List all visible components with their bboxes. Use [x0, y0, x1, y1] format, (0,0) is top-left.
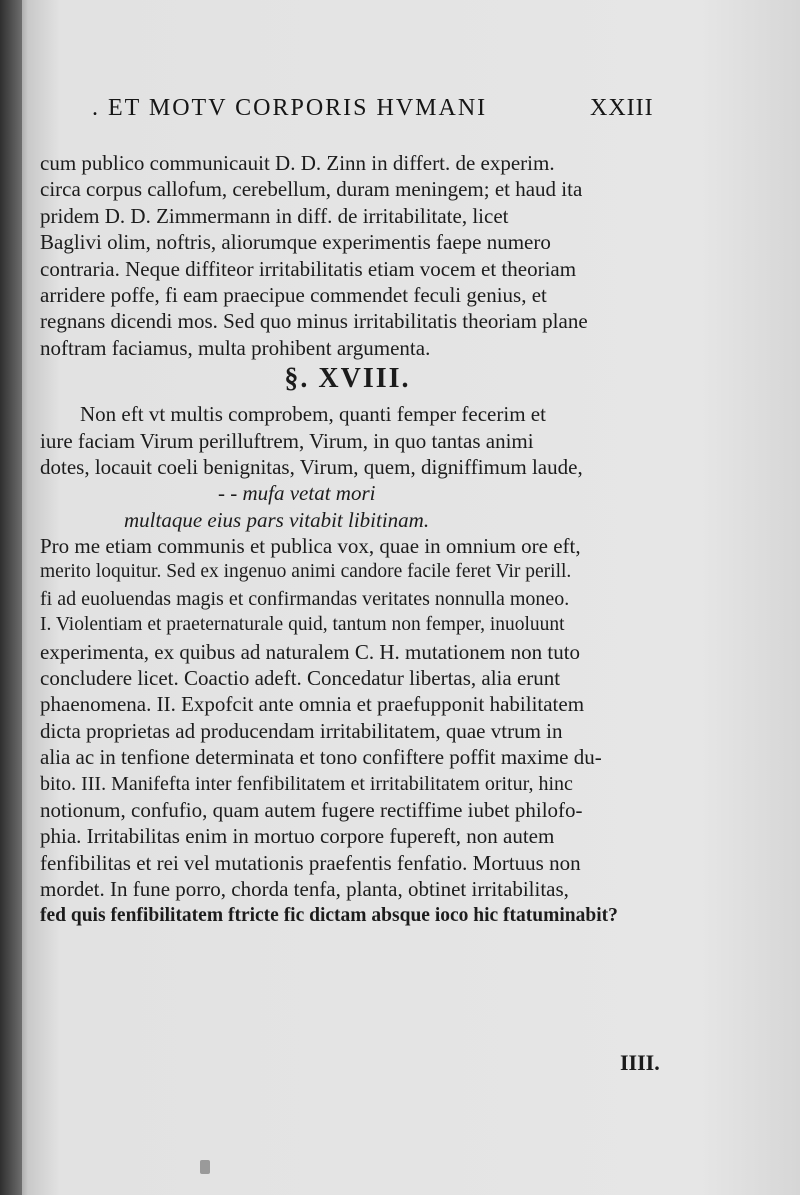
- ink-smudge: [200, 1160, 210, 1174]
- text-line: notionum, confufio, quam autem fugere rectiffime iubet philofo-: [40, 797, 583, 822]
- text-line: merito loquitur. Sed ex ingenuo animi candore facile feret Vir perill.: [40, 561, 572, 583]
- text-line: concludere licet. Coactio adeft. Concedatur libertas, alia erunt: [40, 666, 561, 691]
- text-line: fed quis fenfibilitatem ftricte fic dictam absque ioco hic ftatuminabit?: [40, 904, 618, 926]
- text-line: fenfibilitas et rei vel mutationis praefentis fenfatio. Mortuus non: [40, 850, 581, 875]
- text-line: pridem D. D. Zimmermann in diff. de irritabilitate, licet: [40, 203, 509, 228]
- text-line: Baglivi olim, noftris, aliorumque experimentis faepe numero: [40, 230, 551, 255]
- catchword: IIII.: [620, 1050, 660, 1075]
- text-line: mordet. In fune porro, chorda tenfa, planta, obtinet irritabilitas,: [40, 877, 569, 902]
- verse-quote: [40, 480, 655, 533]
- text-line: cum publico communicauit D. D. Zinn in differt. de experim.: [40, 151, 555, 175]
- quote-line: - - mufa vetat mori: [218, 481, 376, 506]
- section-heading: §. XVIII.: [284, 363, 411, 395]
- text-line: Non eft vt multis comprobem, quanti femper fecerim et: [80, 402, 546, 427]
- text-line: regnans dicendi mos. Sed quo minus irritabilitatis theoriam plane: [40, 309, 588, 334]
- text-line: noftram faciamus, multa prohibent argumenta.: [40, 335, 431, 360]
- body-text: [40, 150, 655, 929]
- quote-line: multaque eius pars vitabit libitinam.: [124, 507, 430, 532]
- text-line: arridere poffe, fi eam praecipue commendet feculi genius, et: [40, 282, 547, 307]
- text-line: fi ad euoluendas magis et confirmandas veritates nonnulla moneo.: [40, 587, 570, 610]
- text-line: alia ac in tenfione determinata et tono confiftere poffit maxime du-: [40, 745, 602, 770]
- text-line: bito. III. Manifefta inter fenfibilitatem et irritabilitatem oritur, hinc: [40, 772, 573, 795]
- paragraph-3: [40, 533, 655, 929]
- text-line: contraria. Neque diffiteor irritabilitatis etiam vocem et theoriam: [40, 256, 577, 281]
- text-line: dicta proprietas ad producendam irritabilitatem, quae vtrum in: [40, 718, 563, 743]
- text-line: phia. Irritabilitas enim in mortuo corpore fupereft, non autem: [40, 824, 555, 849]
- text-line: I. Violentiam et praeternaturale quid, tantum non femper, inuoluunt: [40, 614, 565, 636]
- paragraph-1: [40, 150, 655, 361]
- text-line: circa corpus callofum, cerebellum, duram meningem; et haud ita: [40, 177, 583, 202]
- text-line: dotes, locauit coeli benignitas, Virum, quem, digniffimum laude,: [40, 454, 583, 479]
- text-line: iure faciam Virum perilluftrem, Virum, in quo tantas animi: [40, 428, 534, 453]
- text-line: phaenomena. II. Expofcit ante omnia et praefupponit habilitatem: [40, 692, 585, 717]
- page-number: XXIII: [590, 95, 654, 121]
- paragraph-2: [40, 401, 655, 480]
- running-head: . ET MOTV CORPORIS HVMANI: [92, 95, 488, 121]
- text-line: experimenta, ex quibus ad naturalem C. H. mutationem non tuto: [40, 639, 581, 664]
- text-line: Pro me etiam communis et publica vox, quae in omnium ore eft,: [40, 534, 581, 559]
- book-gutter: [0, 0, 22, 1195]
